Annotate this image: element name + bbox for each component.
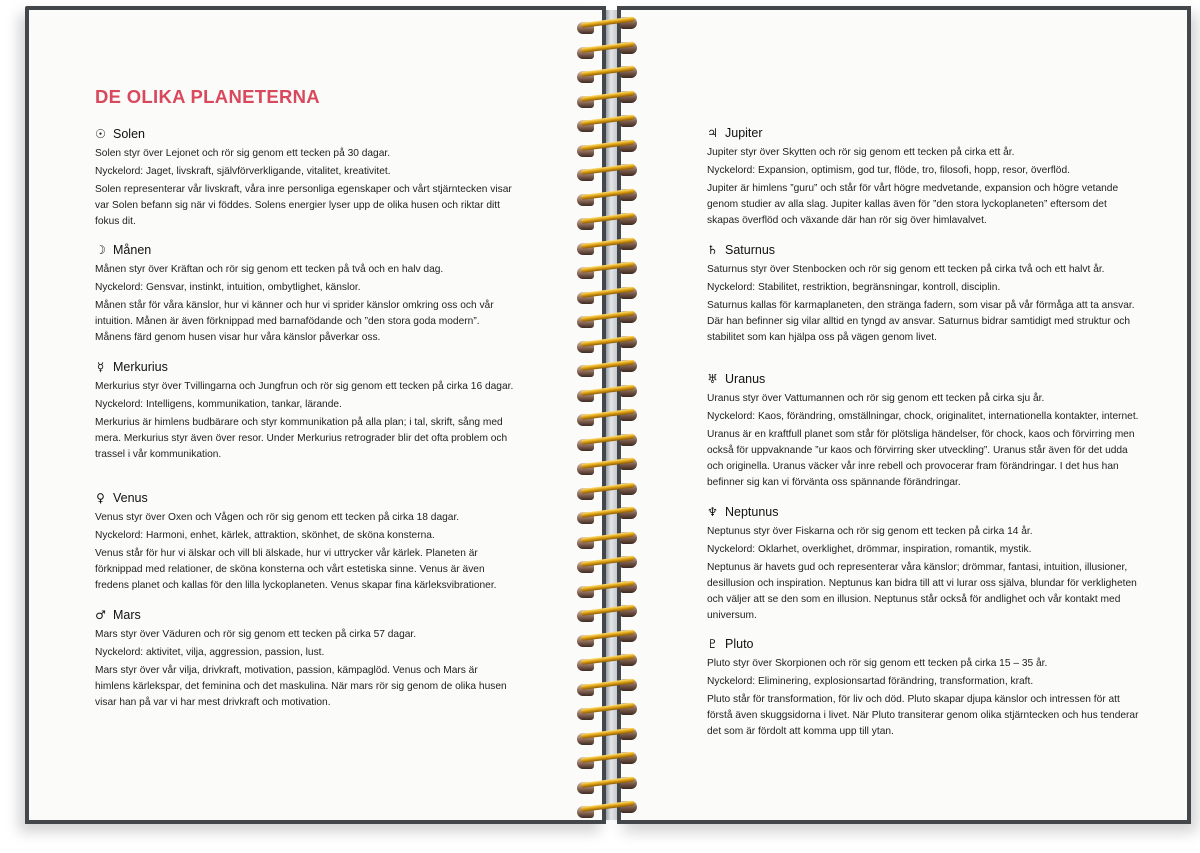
keywords-text: Nyckelord: aktivitet, vilja, aggression, passion, lust. bbox=[95, 647, 325, 658]
planet-name: Merkurius bbox=[113, 359, 168, 374]
moon-symbol-icon: ☽ bbox=[95, 242, 106, 257]
rules-text: Mars styr över Väduren och rör sig genom ett tecken på cirka 57 dagar. bbox=[95, 629, 417, 640]
mercury-symbol-icon: ☿ bbox=[96, 359, 105, 374]
rules-text: Månen styr över Kräftan och rör sig genom ett tecken på två och en halv dag. bbox=[95, 264, 444, 275]
planet-heading bbox=[95, 241, 515, 258]
planet-heading bbox=[707, 635, 1139, 652]
spiral-coil bbox=[577, 17, 639, 35]
keywords-text: Nyckelord: Kaos, förändring, omställningar, chock, originalitet, internationella kontakter, internet. bbox=[707, 411, 1139, 422]
rules-text: Solen styr över Lejonet och rör sig genom ett tecken på 30 dagar. bbox=[95, 148, 391, 159]
planet-heading bbox=[707, 370, 1139, 387]
rules-text: Neptunus styr över Fiskarna och rör sig genom ett tecken på cirka 14 år. bbox=[707, 526, 1033, 537]
keywords-text: Nyckelord: Harmoni, enhet, kärlek, attraktion, skönhet, de sköna konsterna. bbox=[95, 530, 435, 541]
planet-section-merkurius bbox=[95, 358, 515, 465]
spiral-coil bbox=[577, 189, 639, 207]
keywords-text: Nyckelord: Stabilitet, restriktion, begränsningar, kontroll, disciplin. bbox=[707, 282, 1001, 293]
planet-heading bbox=[707, 124, 1139, 141]
pluto-symbol-icon: ♇ bbox=[707, 636, 718, 651]
spiral-coil bbox=[577, 213, 639, 231]
description-text: Månen står för våra känslor, hur vi känner och hur vi sprider känslor omkring oss och vår intuition. Månen är även förknippad med barnafödande och ”den stora goda modern”. Månens färd genom husen visar hur våra känslor påverkar oss. bbox=[95, 300, 494, 343]
planet-section-saturnus bbox=[707, 241, 1139, 348]
rules-text: Pluto styr över Skorpionen och rör sig genom ett tecken på cirka 15 – 35 år. bbox=[707, 658, 1048, 669]
keywords-text: Nyckelord: Gensvar, instinkt, intuition, ombytlighet, känslor. bbox=[95, 282, 361, 293]
rules-text: Uranus styr över Vattumannen och rör sig genom ett tecken på cirka sju år. bbox=[707, 393, 1045, 404]
rules-text: Merkurius styr över Tvillingarna och Jungfrun och rör sig genom ett tecken på cirka 16 dagar. bbox=[95, 381, 514, 392]
spiral-coil bbox=[577, 605, 639, 623]
spiral-coil bbox=[577, 238, 639, 256]
spiral-coil bbox=[577, 360, 639, 378]
rules-text: Venus styr över Oxen och Vågen och rör sig genom ett tecken på cirka 18 dagar. bbox=[95, 512, 460, 523]
planet-name: Månen bbox=[113, 242, 152, 257]
spiral-coil bbox=[577, 752, 639, 770]
planet-name: Venus bbox=[113, 490, 148, 505]
keywords-text: Nyckelord: Intelligens, kommunikation, tankar, lärande. bbox=[95, 399, 342, 410]
rules-text: Saturnus styr över Stenbocken och rör sig genom ett tecken på cirka två och ett halvt år. bbox=[707, 264, 1105, 275]
sun-symbol-icon: ☉ bbox=[95, 126, 106, 141]
description-text: Saturnus kallas för karmaplaneten, den stränga fadern, som visar på vår förmåga att ta ansvar. Där han befinner sig vilar alltid en tyngd av ansvar. Saturnus bidrar samtidigt med struktur och stabilitet som kan hjälpa oss på vägen genom livet. bbox=[707, 300, 1135, 343]
description-text: Mars styr över vår vilja, drivkraft, motivation, passion, kämpaglöd. Venus och Mars är himlens kärlekspar, det feminina och det maskulina. När mars rör sig genom de olika husen visar han på var vi har mest drivkraft och motivation. bbox=[95, 665, 507, 708]
planet-name: Saturnus bbox=[725, 242, 776, 257]
spiral-coil bbox=[577, 801, 639, 819]
spiral-coil bbox=[577, 777, 639, 795]
spiral-coil bbox=[577, 287, 639, 305]
description-text: Merkurius är himlens budbärare och styr kommunikation på alla plan; i tal, skrift, sång med mera. Merkurius styr även över resor. Under Merkurius retrograder blir det ofta problem och trassel i vår kommunikation. bbox=[95, 417, 508, 460]
planet-section-jupiter bbox=[707, 124, 1139, 231]
keywords-text: Nyckelord: Expansion, optimism, god tur, flöde, tro, filosofi, hopp, resor, överflöd. bbox=[707, 165, 1070, 176]
planet-heading bbox=[95, 125, 515, 142]
planet-name: Jupiter bbox=[725, 125, 763, 140]
saturn-symbol-icon: ♄ bbox=[707, 242, 718, 257]
spiral-coil bbox=[577, 654, 639, 672]
spiral-coil bbox=[577, 507, 639, 525]
spiral-coil bbox=[577, 728, 639, 746]
planet-section-venus bbox=[95, 489, 515, 596]
planet-section-månen bbox=[95, 241, 515, 348]
spiral-coil bbox=[577, 336, 639, 354]
planet-section-uranus bbox=[707, 370, 1139, 493]
spiral-coil bbox=[577, 434, 639, 452]
rules-text: Jupiter styr över Skytten och rör sig genom ett tecken på cirka ett år. bbox=[707, 147, 1015, 158]
neptune-symbol-icon: ♆ bbox=[707, 504, 718, 519]
spiral-coil bbox=[577, 115, 639, 133]
planet-heading bbox=[707, 503, 1139, 520]
page-title: DE OLIKA PLANETERNA bbox=[95, 86, 320, 107]
spiral-coil bbox=[577, 483, 639, 501]
mars-symbol-icon: ♂ bbox=[95, 607, 106, 622]
description-text: Pluto står för transformation, för liv och död. Pluto skapar djupa känslor och intressen för att förstå även skuggsidorna i livet. När Pluto transiterar genom olika stjärntecken och hus tenderar det som är fördolt att komma upp till ytan. bbox=[707, 694, 1139, 737]
planet-name: Uranus bbox=[725, 371, 766, 386]
planet-section-solen bbox=[95, 125, 515, 232]
planet-heading bbox=[707, 241, 1139, 258]
spiral-coil bbox=[577, 703, 639, 721]
spiral-coil bbox=[577, 630, 639, 648]
spiral-coil bbox=[577, 385, 639, 403]
planet-name: Mars bbox=[113, 607, 141, 622]
spiral-coil bbox=[577, 458, 639, 476]
planet-section-neptunus bbox=[707, 503, 1139, 626]
spiral-coil bbox=[577, 66, 639, 84]
planet-section-mars bbox=[95, 606, 515, 713]
description-text: Solen representerar vår livskraft, våra inre personliga egenskaper och vårt stjärntecken visar var Solen befann sig när vi föddes. Solens energier lyser upp de olika husen och riktar ditt fokus dit. bbox=[95, 184, 512, 227]
keywords-text: Nyckelord: Jaget, livskraft, självförverkligande, vitalitet, kreativitet. bbox=[95, 166, 391, 177]
planet-name: Solen bbox=[113, 126, 145, 141]
keywords-text: Nyckelord: Eliminering, explosionsartad förändring, transformation, kraft. bbox=[707, 676, 1034, 687]
keywords-text: Nyckelord: Oklarhet, overklighet, drömmar, inspiration, romantik, mystik. bbox=[707, 544, 1032, 555]
planet-heading bbox=[95, 606, 515, 623]
spiral-coil bbox=[577, 140, 639, 158]
spiral-coil bbox=[577, 556, 639, 574]
planet-name: Pluto bbox=[725, 636, 754, 651]
spiral-coil bbox=[577, 409, 639, 427]
venus-symbol-icon: ♀ bbox=[96, 490, 105, 505]
description-text: Venus står för hur vi älskar och vill bli älskade, hur vi uttrycker vår kärlek. Planeten är förknippad med relationer, de sköna konsterna och vårt estetiska sinne. Venus är även fredens planet och kallas för den lilla lyckoplaneten. Venus skapar fina kärleksvibrationer. bbox=[95, 548, 497, 591]
planet-heading bbox=[95, 358, 515, 375]
description-text: Jupiter är himlens ”guru” och står för vårt högre medvetande, expansion och högre vetande genom studier av alla slag. Jupiter kallas även för ”den stora lyckoplaneten” eftersom det skapas överflöd och växande där han rör sig över himlavalvet. bbox=[707, 183, 1119, 226]
uranus-symbol-icon: ♅ bbox=[707, 371, 718, 386]
spiral-coil bbox=[577, 532, 639, 550]
planet-heading bbox=[95, 489, 515, 506]
spiral-coil bbox=[577, 581, 639, 599]
planet-name: Neptunus bbox=[725, 504, 779, 519]
description-text: Neptunus är havets gud och representerar våra känslor; drömmar, fantasi, intuition, illusioner, desillusion och inspiration. Neptunus kan bidra till att vi lurar oss själva, blundar för verkligheten och väljer att se den som en illusion. Neptunus står också för andlighet och vår kontakt med universum. bbox=[707, 562, 1137, 621]
jupiter-symbol-icon: ♃ bbox=[707, 125, 718, 140]
spiral-coil bbox=[577, 679, 639, 697]
spiral-coil bbox=[577, 91, 639, 109]
spiral-coil bbox=[577, 42, 639, 60]
planet-section-pluto bbox=[707, 635, 1139, 742]
spiral-coil bbox=[577, 164, 639, 182]
description-text: Uranus är en kraftfull planet som står för plötsliga händelser, för chock, kaos och förvirring men också för uppvaknande ”ur kaos och förvirring sker utveckling”. Uranus står även för det udda och originella. Uranus väcker vår inre rebell och provocerar fram förändringar. I det hus han befinner sig kan vi förvänta oss spännande förändringar. bbox=[707, 429, 1135, 488]
spiral-coil bbox=[577, 262, 639, 280]
spiral-coil bbox=[577, 311, 639, 329]
